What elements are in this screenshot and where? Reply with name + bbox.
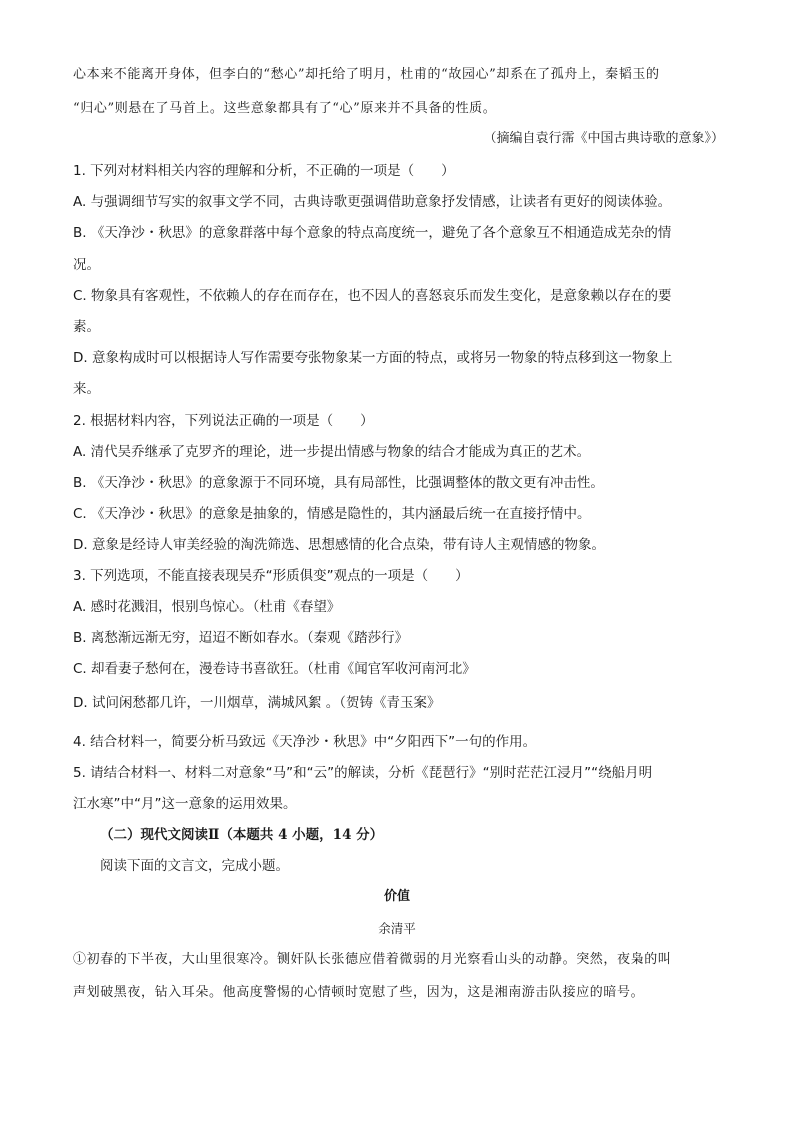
q2-option-d: D. 意象是经诗人审美经验的淘洗筛选、思想感情的化合点染，带有诗人主观情感的物象。	[73, 537, 605, 553]
question-1-stem: 1. 下列对材料相关内容的理解和分析，不正确的一项是（ ）	[73, 163, 455, 179]
question-2-stem: 2. 根据材料内容，下列说法正确的一项是（ ）	[73, 413, 374, 429]
article-title: 价值	[383, 889, 410, 904]
question-4: 4. 结合材料一，简要分析马致远《天净沙・秋思》中“夕阳西下”一句的作用。	[73, 734, 537, 750]
article-paragraph: ①初春的下半夜，大山里很寒冷。铡奸队长张德应借着微弱的月光察看山头的动静。突然，夜枭的叫	[73, 952, 672, 967]
q1-option-c: C. 物象具有客观性，不依赖人的存在而存在，也不因人的喜怒哀乐而发生变化，是意象赖以存在的要	[73, 288, 672, 304]
q1-option-a: A. 与强调细节写实的叙事文学不同，古典诗歌更强调借助意象抒发情感，让读者有更好的阅读体验。	[73, 194, 672, 210]
section-heading: （二）现代文阅读Ⅱ（本题共 4 小题，14 分）	[100, 827, 384, 843]
q3-option-d: D. 试问闲愁都几许，一川烟草，满城风絮 。（贺铸《青玉案》	[73, 695, 441, 711]
q2-option-a: A. 清代吴乔继承了克罗齐的理论，进一步提出情感与物象的结合才能成为真正的艺术。	[73, 444, 591, 460]
q3-option-a: A. 感时花溅泪，恨别鸟惊心。（杜甫《春望》	[73, 599, 341, 615]
q2-option-b: B. 《天净沙・秋思》的意象源于不同环境，具有局部性，比强调整体的散文更有冲击性。	[73, 475, 604, 491]
passage-line: “归心”则悬在了马首上。这些意象都具有了“心”原来并不具备的性质。	[73, 101, 497, 116]
q3-option-b: B. 离愁渐远渐无穷，迢迢不断如春水。（秦观《踏莎行》	[73, 630, 409, 646]
passage-line: 心本来不能离开身体，但李白的“愁心”却托给了明月，杜甫的“故园心”却系在了孤舟上，秦韬玉的	[73, 67, 660, 82]
q1-option-b: B. 《天净沙・秋思》的意象群落中每个意象的特点高度统一，避免了各个意象互不相通造成芜杂的情	[73, 225, 672, 241]
section-instruction: 阅读下面的文言文，完成小题。	[100, 858, 289, 874]
q1-option-b-cont: 况。	[73, 257, 100, 273]
q1-option-d: D. 意象构成时可以根据诗人写作需要夸张物象某一方面的特点，或将另一物象的特点移到这一物象上	[73, 350, 673, 366]
question-5: 5. 请结合材料一、材料二对意象“马”和“云”的解读，分析《琵琶行》“别时茫茫江浸月”“绕船月明	[73, 765, 653, 781]
question-5-cont: 江水寒”中“月”这一意象的运用效果。	[73, 796, 297, 812]
q3-option-c: C. 却看妻子愁何在，漫卷诗书喜欲狂。（杜甫《闻官军收河南河北》	[73, 661, 476, 677]
article-author: 余清平	[378, 921, 416, 936]
article-paragraph-cont: 声划破黑夜，钻入耳朵。他高度警惕的心情顿时宽慰了些，因为，这是湘南游击队接应的暗号。	[73, 985, 645, 1000]
question-3-stem: 3. 下列选项，不能直接表现吴乔“形质俱变”观点的一项是（ ）	[73, 568, 469, 584]
q1-option-c-cont: 素。	[73, 319, 100, 335]
passage-source: （摘编自袁行霈《中国古典诗歌的意象》）	[483, 131, 724, 146]
q1-option-d-cont: 来。	[73, 381, 100, 397]
q2-option-c: C. 《天净沙・秋思》的意象是抽象的，情感是隐性的，其内涵最后统一在直接抒情中。	[73, 506, 591, 522]
